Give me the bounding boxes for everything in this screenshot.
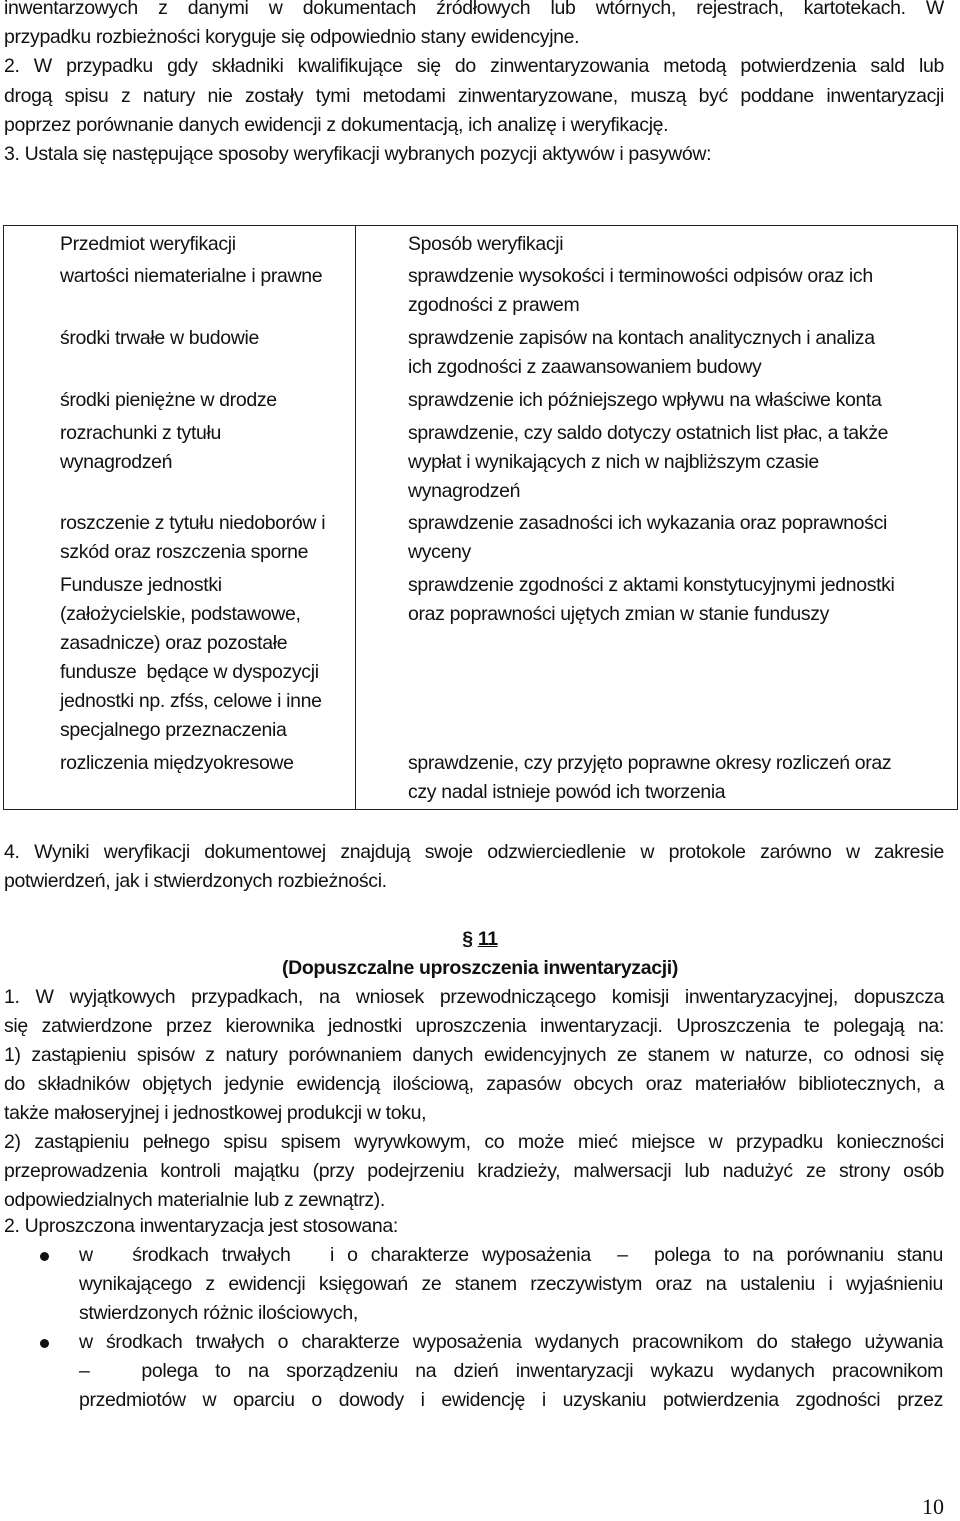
subject-text: zasadnicze) oraz pozostałe [60,632,288,654]
table-row [4,383,958,416]
body-line-7: przeprowadzenia kontroli majątku (przy podejrzeniu kradzieży, malwersacji lub nadużyć ze strony osób [4,1160,944,1182]
bullet-1-line-3: stwierdzonych różnic ilościowych, [79,1302,358,1324]
body-line-1: 1. W wyjątkowych przypadkach, na wniosek przewodniczącego komisji inwentaryzacyjnej, dopuszcza [4,986,944,1008]
method-text: ich zgodności z zaawansowaniem budowy [408,356,762,378]
section-symbol: § [462,928,473,950]
method-text: wypłat i wynikających z nich w najbliższym czasie [408,451,819,473]
method-cell [356,746,958,809]
method-text: wyceny [408,541,471,563]
body-line-9: 2. Uproszczona inwentaryzacja jest stosowana: [4,1215,398,1237]
method-text: sprawdzenie zgodności z aktami konstytucyjnymi jednostki [408,574,895,596]
intro-line-4: drogą spisu z natury nie zostały tymi metodami zinwentaryzowane, muszą być poddane inwentaryzacji [4,85,944,107]
method-text: oraz poprawności ujętych zmian w stanie funduszy [408,603,830,625]
subject-cell [4,506,356,568]
intro-line-1: inwentarzowych z danymi w dokumentach źródłowych lub wtórnych, rejestrach, kartotekach. W [4,0,944,19]
table-row [4,746,958,809]
body-line-8: odpowiedzialnych materialnie lub z zewnątrz). [4,1189,385,1211]
method-text: sprawdzenie, czy saldo dotyczy ostatnich list płac, a także [408,422,889,444]
method-cell [356,416,958,506]
subject-text: jednostki np. zfśs, celowe i inne [60,690,322,712]
method-text: sprawdzenie ich późniejszego wpływu na właściwe konta [408,389,882,411]
bullet-2-line-2: – polega to na sporządzeniu na dzień inwentaryzacji wykazu wydanych pracownikom [79,1360,943,1382]
subject-text: fundusze będące w dyspozycji [60,661,319,683]
subject-text: wartości niematerialne i prawne [60,265,323,287]
header-subject [4,226,356,260]
body-line-6: 2) zastąpieniu pełnego spisu spisem wyrywkowym, co może mieć miejsce w przypadku konieczności [4,1131,944,1153]
section-number-value: 11 [477,928,498,950]
header-method-label: Sposób weryfikacji [408,233,564,255]
method-cell [356,568,958,746]
subject-text: szkód oraz roszczenia sporne [60,541,309,563]
subject-text: specjalnego przeznaczenia [60,719,287,741]
method-cell [356,321,958,383]
header-subject-label: Przedmiot weryfikacji [60,233,236,255]
bullet-1-line-2: wynikającego z ewidencji księgowań ze stanem rzeczywistym oraz na ustaleniu i wyjaśnieniu [79,1273,943,1295]
subject-text: wynagrodzeń [60,451,173,473]
method-text: czy nadal istnieje powód ich tworzenia [408,781,726,803]
table-row [4,321,958,383]
subject-cell [4,383,356,416]
point4-line-2: potwierdzeń, jak i stwierdzonych rozbieżności. [4,870,387,892]
subject-cell [4,321,356,383]
section-number [0,925,960,954]
header-method [356,226,958,260]
table-header-row [4,226,958,260]
verification-table [3,225,958,810]
intro-line-3: 2. W przypadku gdy składniki kwalifikujące się do zinwentaryzowania metodą potwierdzenia sald lub [4,55,944,77]
table-row [4,506,958,568]
subject-cell [4,568,356,746]
method-text: sprawdzenie zasadności ich wykazania oraz poprawności [408,512,887,534]
method-text: sprawdzenie wysokości i terminowości odpisów oraz ich [408,265,873,287]
subject-text: (założycielskie, podstawowe, [60,603,301,625]
subject-text: środki trwałe w budowie [60,327,259,349]
body-line-3: 1) zastąpieniu spisów z natury porównaniem danych ewidencyjnych ze stanem w naturze, co odnosi się [4,1044,944,1066]
method-text: sprawdzenie, czy przyjęto poprawne okresy rozliczeń oraz [408,752,892,774]
body-line-5: także małoseryjnej i jednostkowej produkcji w toku, [4,1102,427,1124]
subject-text: środki pieniężne w drodze [60,389,277,411]
table-row [4,259,958,321]
method-text: wynagrodzeń [408,480,521,502]
method-cell [356,506,958,568]
subject-text: Fundusze jednostki [60,574,222,596]
page-number: 10 [922,1494,944,1519]
intro-line-6: 3. Ustala się następujące sposoby weryfikacji wybranych pozycji aktywów i pasywów: [4,143,712,165]
method-cell [356,383,958,416]
point4-line-1: 4. Wyniki weryfikacji dokumentowej znajdują swoje odzwierciedlenie w protokole zarówno w zakresie [4,841,944,863]
bullet-2-line-1: w środkach trwałych o charakterze wyposażenia wydanych pracownikom do stałego używania [79,1331,943,1353]
subject-text: rozliczenia międzyokresowe [60,752,294,774]
section-title: (Dopuszczalne uproszczenia inwentaryzacji) [282,957,678,979]
intro-line-2: przypadku rozbieżności koryguje się odpowiednio stany ewidencyjne. [4,26,580,48]
intro-line-5: poprzez porównanie danych ewidencji z dokumentacją, ich analizę i weryfikację. [4,114,669,136]
table-row [4,416,958,506]
subject-text: roszczenie z tytułu niedoborów i [60,512,326,534]
method-cell [356,259,958,321]
bullet-2-line-3: przedmiotów w oparciu o dowody i ewidencję i uzyskaniu potwierdzenia zgodności przez [79,1389,943,1411]
subject-cell [4,259,356,321]
bullet-icon [40,1339,49,1348]
subject-cell [4,416,356,506]
subject-cell [4,746,356,809]
table-row [4,568,958,746]
method-text: zgodności z prawem [408,294,580,316]
body-line-2: się zatwierdzone przez kierownika jednostki uproszczenia inwentaryzacji. Uproszczenia te polegają na: [4,1015,944,1037]
subject-text: rozrachunki z tytułu [60,422,221,444]
bullet-1-line-1: w środkach trwałych i o charakterze wyposażenia – polega to na porównaniu stanu [79,1244,943,1266]
method-text: sprawdzenie zapisów na kontach analitycznych i analiza [408,327,875,349]
body-line-4: do składników objętych jedynie ewidencją ilościową, zapasów obcych oraz materiałów bibliotecznych, a [4,1073,944,1095]
bullet-icon [40,1252,49,1261]
